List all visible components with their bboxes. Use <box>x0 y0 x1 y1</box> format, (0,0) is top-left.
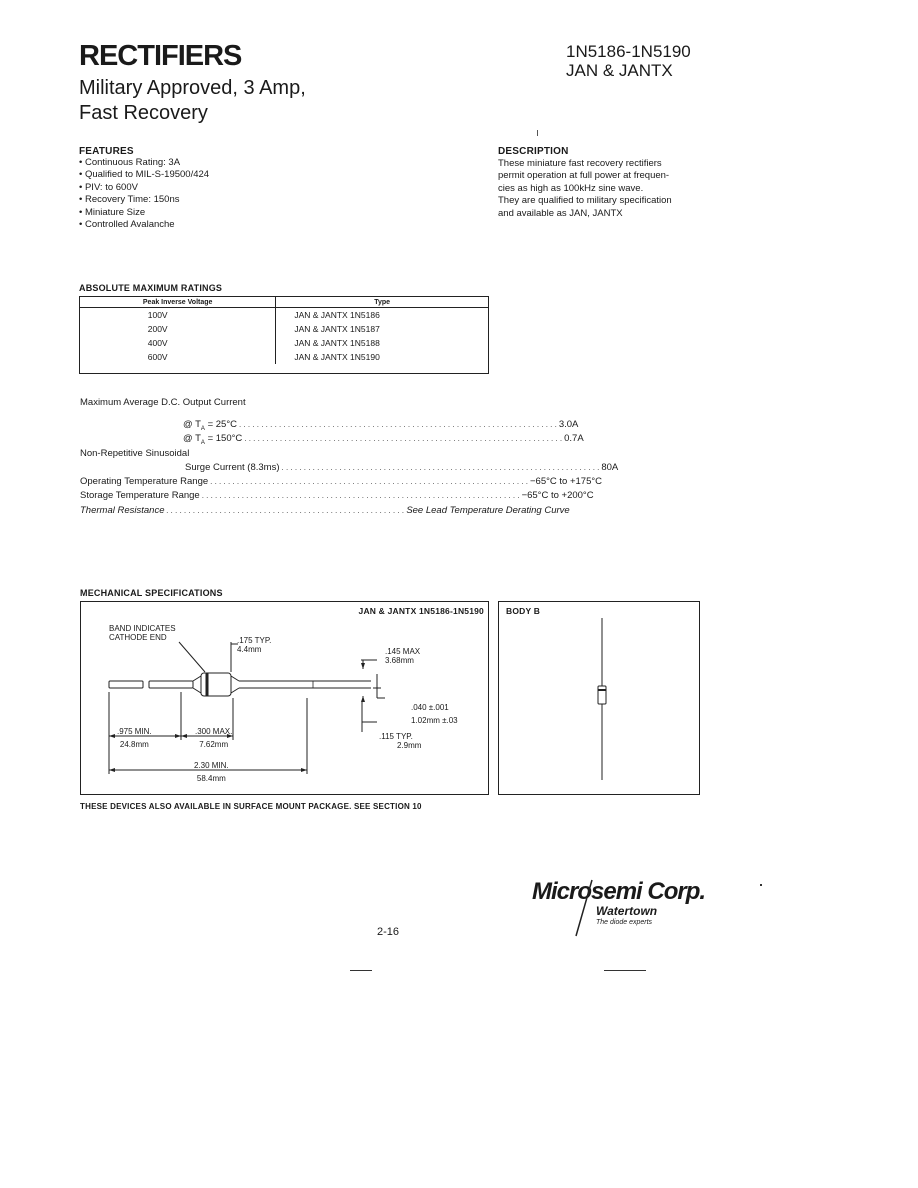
spec-condition: = 150°C <box>204 433 243 444</box>
spec-value: See Lead Temperature Derating Curve <box>406 505 570 516</box>
mechanical-heading: MECHANICAL SPECIFICATIONS <box>80 588 223 598</box>
spec-value: −65°C to +175°C <box>530 476 603 487</box>
spec-row-150c <box>183 432 584 450</box>
dim-value-mm: 3.68mm <box>385 656 414 665</box>
dim-value-mm: 2.9mm <box>397 741 422 750</box>
column-header: Peak Inverse Voltage <box>80 297 276 308</box>
table-row <box>80 322 488 336</box>
nonrep-label: Non-Repetitive Sinusoidal <box>80 448 190 459</box>
type-cell: JAN & JANTX 1N5187 <box>294 324 380 334</box>
column-header: Type <box>276 297 488 308</box>
body-outline-drawing <box>499 602 699 794</box>
feature-item: • Miniature Size <box>79 207 209 219</box>
description-line: cies as high as 100kHz sine wave. <box>498 182 644 194</box>
type-cell: JAN & JANTX 1N5188 <box>294 338 380 348</box>
spec-condition: = 25°C <box>204 419 237 430</box>
description-line: permit operation at full power at frequen- <box>498 170 670 182</box>
description-line: They are qualified to military specification <box>498 195 672 207</box>
dim-975 <box>117 727 152 749</box>
dim-value-mm: 7.62mm <box>199 740 229 749</box>
dim-value: .040 ±.001 <box>411 703 449 712</box>
mechanical-drawing-box <box>80 601 489 795</box>
leader-dots: . . . . . . . . . . . . . . . . . . . . . . . . . . . . . . . . . . . . . . . . . . . . . . . . . . . . . . . . . . . . . . . . . . . . . . . . <box>244 434 563 443</box>
ratings-table <box>80 297 488 364</box>
voltage-cell: 400V <box>80 336 276 350</box>
spec-subscript: A <box>200 439 205 446</box>
table-row <box>80 308 488 323</box>
features-list <box>79 157 209 231</box>
leader-dots: . . . . . . . . . . . . . . . . . . . . . . . . . . . . . . . . . . . . . . . . . . . . . . . . . . . . . . . . . . . . . . . . . . . . . . . . <box>210 477 528 486</box>
ratings-heading: ABSOLUTE MAXIMUM RATINGS <box>79 283 223 293</box>
subtitle-line-2: Fast Recovery <box>79 102 208 124</box>
dim-230 <box>194 761 229 783</box>
description-line: and available as JAN, JANTX <box>498 207 623 219</box>
mechanical-box-title: JAN & JANTX 1N5186-1N5190 <box>358 606 484 616</box>
dim-300 <box>195 727 232 749</box>
dim-value: 2.30 MIN. <box>194 761 229 770</box>
dim-value: .175 TYP. <box>237 636 272 645</box>
feature-item: • Controlled Avalanche <box>79 219 209 231</box>
table-row <box>80 336 488 350</box>
spec-row-storage-temp <box>80 489 594 503</box>
surface-mount-note: THESE DEVICES ALSO AVAILABLE IN SURFACE MOUNT PACKAGE. SEE SECTION 10 <box>80 802 422 811</box>
avg-current-label: Maximum Average D.C. Output Current <box>80 397 246 408</box>
dim-value: .300 MAX. <box>195 727 233 736</box>
description-heading: DESCRIPTION <box>498 146 569 157</box>
leader-dots: . . . . . . . . . . . . . . . . . . . . . . . . . . . . . . . . . . . . . . . . . . . . . . . . . . . . . . . . . . . . . . . . . . . . . . . . <box>281 463 600 472</box>
dim-115 <box>379 732 421 750</box>
page-title: RECTIFIERS <box>79 40 242 72</box>
spec-value: 80A <box>601 462 619 473</box>
dim-value-mm: 4.4mm <box>237 645 262 654</box>
spec-label: Thermal Resistance <box>80 505 165 516</box>
band-label <box>109 624 176 642</box>
footer-rule <box>604 970 646 971</box>
part-range: 1N5186-1N5190 <box>566 42 691 61</box>
part-number-block <box>566 42 691 80</box>
ratings-table-box <box>79 296 489 374</box>
dim-175 <box>237 636 271 654</box>
dim-value-mm: 58.4mm <box>196 774 226 783</box>
table-row <box>80 350 488 364</box>
company-tagline: The diode experts <box>596 919 653 926</box>
description-text <box>498 158 708 220</box>
dim-145 <box>385 647 420 665</box>
features-heading: FEATURES <box>79 146 134 157</box>
spec-label: Surge Current (8.3ms) <box>185 462 280 473</box>
spec-label: @ T <box>183 433 201 444</box>
feature-item: • Continuous Rating: 3A <box>79 157 209 169</box>
voltage-cell: 200V <box>80 322 276 336</box>
page-number: 2-16 <box>377 926 400 938</box>
spec-subscript: A <box>200 425 205 432</box>
type-cell: JAN & JANTX 1N5190 <box>294 352 380 362</box>
dim-value: .115 TYP. <box>379 732 413 741</box>
description-section <box>498 146 708 220</box>
body-box-title: BODY B <box>506 606 541 616</box>
band-label-line: CATHODE END <box>109 633 167 642</box>
qualification: JAN & JANTX <box>566 61 673 80</box>
mark <box>537 130 538 136</box>
feature-item: • Qualified to MIL-S-19500/424 <box>79 169 209 181</box>
footer-rule <box>350 970 372 971</box>
spec-label: Operating Temperature Range <box>80 476 209 487</box>
speck <box>760 884 762 886</box>
logo-slash-icon <box>572 878 596 938</box>
type-cell: JAN & JANTX 1N5186 <box>294 310 380 320</box>
spec-label: @ T <box>183 419 201 430</box>
spec-label: Storage Temperature Range <box>80 490 200 501</box>
band-label-line: BAND INDICATES <box>109 624 176 633</box>
feature-item: • Recovery Time: 150ns <box>79 194 209 206</box>
subtitle-line-1: Military Approved, 3 Amp, <box>79 77 306 99</box>
feature-item: • PIV: to 600V <box>79 182 209 194</box>
voltage-cell: 100V <box>80 308 276 323</box>
spec-value: 0.7A <box>564 433 584 444</box>
body-outline-box <box>498 601 700 795</box>
dim-value: .145 MAX <box>385 647 421 656</box>
dim-040 <box>411 703 458 725</box>
description-line: These miniature fast recovery rectifiers <box>498 158 662 169</box>
company-location: Watertown <box>596 904 658 918</box>
features-section <box>79 146 209 231</box>
leader-dots: . . . . . . . . . . . . . . . . . . . . . . . . . . . . . . . . . . . . . . . . . . . . . . . . . . . . . . . . . . . . . . . . . . . . . . . . <box>239 420 557 429</box>
dim-value-mm: 24.8mm <box>119 740 149 749</box>
spec-value: −65°C to +200°C <box>521 490 594 501</box>
company-logo: Microsemi Corp. <box>532 878 706 905</box>
voltage-cell: 600V <box>80 350 276 364</box>
leader-dots: . . . . . . . . . . . . . . . . . . . . . . . . . . . . . . . . . . . . . . . . . . . . . . . . . . . . . . <box>166 506 405 515</box>
spec-row-op-temp <box>80 475 603 489</box>
spec-row-thermal <box>80 504 570 518</box>
dim-value-mm: 1.02mm ±.03 <box>411 716 458 725</box>
dim-value: .975 MIN. <box>117 727 152 736</box>
spec-value: 3.0A <box>558 419 579 430</box>
spec-row-surge <box>185 461 619 475</box>
leader-dots: . . . . . . . . . . . . . . . . . . . . . . . . . . . . . . . . . . . . . . . . . . . . . . . . . . . . . . . . . . . . . . . . . . . . . . . . <box>201 491 520 500</box>
